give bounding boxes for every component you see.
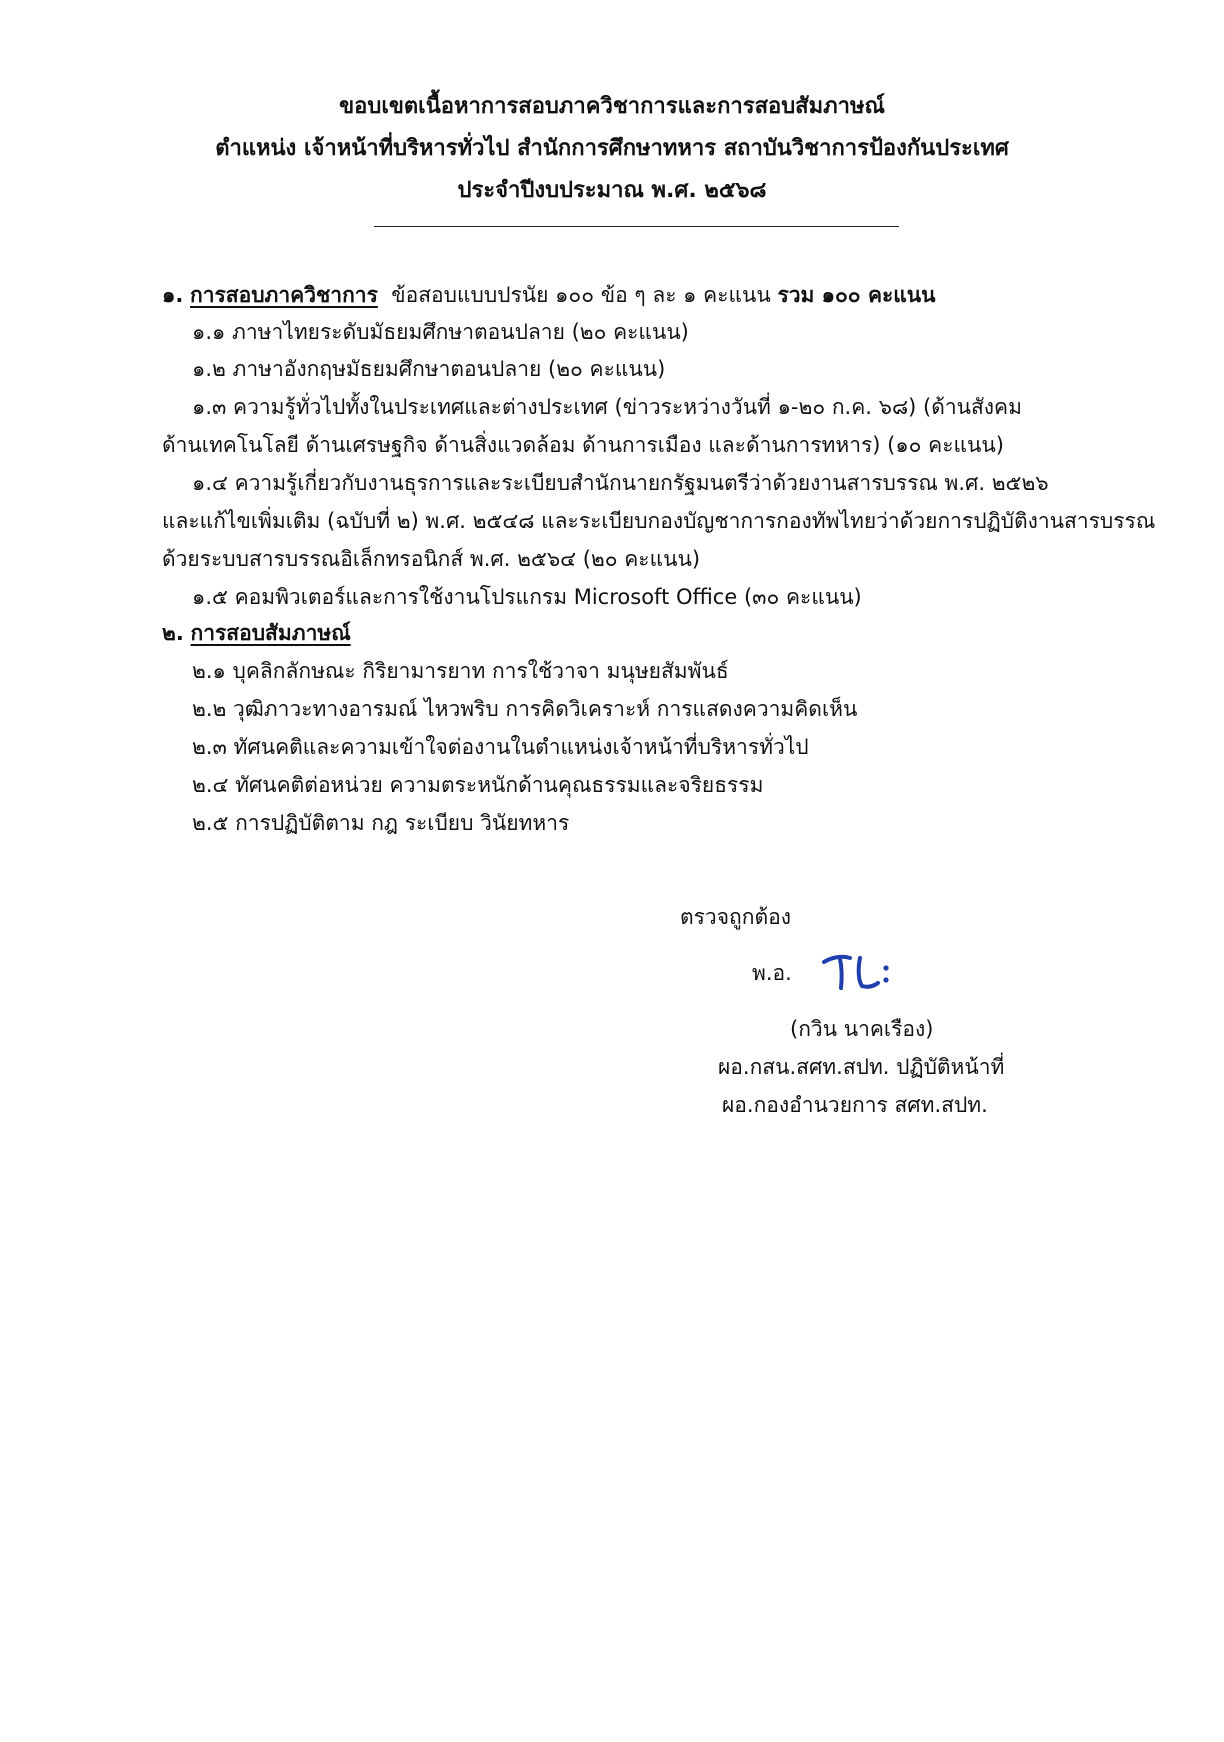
section-1-item-2: ๑.๒ ภาษาอังกฤษมัธยมศึกษาตอนปลาย (๒๐ คะแนน) [192, 357, 666, 381]
signer-position-1: ผอ.กสน.สศท.สปท. ปฏิบัติหน้าที่ [718, 1055, 1005, 1079]
section-1-total: รวม ๑๐๐ คะแนน [777, 283, 936, 307]
section-1-header [162, 280, 936, 310]
section-1-number: ๑. [162, 283, 184, 307]
section-2-header [162, 618, 351, 648]
doc-title-line-1: ขอบเขตเนื้อหาการสอบภาควิชาการและการสอบสัมภาษณ์ [339, 94, 885, 119]
section-1-item-5: ๑.๕ คอมพิวเตอร์และการใช้งานโปรแกรม Microsoft Office (๓๐ คะแนน) [192, 585, 862, 609]
section-2-item-1: ๒.๑ บุคลิกลักษณะ กิริยามารยาท การใช้วาจา มนุษยสัมพันธ์ [192, 659, 729, 683]
section-2-item-3: ๒.๓ ทัศนคติและความเข้าใจต่องานในตำแหน่งเจ้าหน้าที่บริหารทั่วไป [192, 735, 809, 759]
signer-rank: พ.อ. [752, 961, 792, 985]
doc-title-line-2: ตำแหน่ง เจ้าหน้าที่บริหารทั่วไป สำนักการศึกษาทหาร สถาบันวิชาการป้องกันประเทศ [215, 136, 1009, 161]
handwritten-signature [820, 948, 910, 994]
section-1-heading: การสอบภาควิชาการ [190, 283, 378, 307]
section-1-item-4-cont-1: และแก้ไขเพิ่มเติม (ฉบับที่ ๒) พ.ศ. ๒๕๔๘ และระเบียบกองบัญชาการกองทัพไทยว่าด้วยการปฏิบัติงานสารบรรณ [162, 509, 1156, 533]
section-2-number: ๒. [162, 621, 184, 645]
section-1-item-4: ๑.๔ ความรู้เกี่ยวกับงานธุรการและระเบียบสำนักนายกรัฐมนตรีว่าด้วยงานสารบรรณ พ.ศ. ๒๕๒๖ [192, 471, 1049, 495]
section-2-item-5: ๒.๕ การปฏิบัติตาม กฎ ระเบียบ วินัยทหาร [192, 811, 570, 835]
section-1-item-3: ๑.๓ ความรู้ทั่วไปทั้งในประเทศและต่างประเทศ (ข่าวระหว่างวันที่ ๑-๒๐ ก.ค. ๖๘) (ด้านสังคม [192, 395, 1022, 419]
section-1-item-4-cont-2: ด้วยระบบสารบรรณอิเล็กทรอนิกส์ พ.ศ. ๒๕๖๔ (๒๐ คะแนน) [162, 547, 701, 571]
section-1-item-1: ๑.๑ ภาษาไทยระดับมัธยมศึกษาตอนปลาย (๒๐ คะแนน) [192, 320, 689, 344]
section-2-item-4: ๒.๔ ทัศนคติต่อหน่วย ความตระหนักด้านคุณธรรมและจริยธรรม [192, 773, 764, 797]
verified-label: ตรวจถูกต้อง [680, 905, 791, 929]
section-2-item-2: ๒.๒ วุฒิภาวะทางอารมณ์ ไหวพริบ การคิดวิเคราะห์ การแสดงความคิดเห็น [192, 697, 858, 721]
section-2-heading: การสอบสัมภาษณ์ [190, 621, 351, 645]
signer-name: (กวิน นาคเรือง) [790, 1017, 934, 1041]
title-divider [374, 226, 899, 227]
section-1-description: ข้อสอบแบบปรนัย ๑๐๐ ข้อ ๆ ละ ๑ คะแนน [391, 283, 771, 307]
section-1-item-3-cont: ด้านเทคโนโลยี ด้านเศรษฐกิจ ด้านสิ่งแวดล้อม ด้านการเมือง และด้านการทหาร) (๑๐ คะแนน) [162, 433, 1004, 457]
doc-title-line-3: ประจำปีงบประมาณ พ.ศ. ๒๕๖๘ [457, 178, 767, 203]
signer-position-2: ผอ.กองอำนวยการ สศท.สปท. [722, 1093, 988, 1117]
